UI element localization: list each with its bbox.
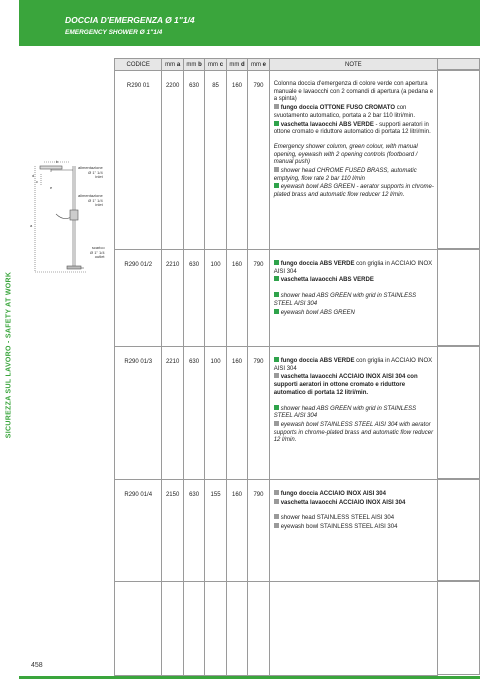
extra-cell	[438, 479, 480, 581]
header-d-key: d	[241, 61, 245, 68]
row-c: 85	[205, 71, 226, 250]
note-it-line1-bold: fungo doccia ABS VERDE	[280, 261, 355, 267]
row-c: 155	[205, 480, 226, 582]
row-note	[269, 250, 437, 347]
note-it-line2-bold: vaschetta lavaocchi ACCIAIO INOX AISI 304	[280, 499, 406, 506]
note-it-line2-bold: vaschetta lavaocchi ABS VERDE	[280, 277, 374, 284]
grey-marker-icon	[274, 167, 279, 172]
side-label: SICUREZZA SUL LAVORO - SAFETY AT WORK	[5, 271, 13, 439]
note-en-line1: shower head ABS GREEN with grid in STAINLESS STEEL AISI 304	[273, 293, 417, 307]
header-b	[183, 59, 204, 71]
note-en-intro: Emergency shower column, green colour, with manual opening, eyewash with 2 opening controls (footboard / manual push)	[273, 143, 418, 166]
header-note: NOTE	[269, 59, 437, 71]
page-number: 458	[31, 662, 43, 669]
extra-column	[438, 58, 480, 679]
row-c: 100	[205, 347, 226, 480]
note-english	[274, 144, 434, 200]
green-marker-icon	[274, 121, 279, 126]
row-b: 630	[183, 71, 204, 250]
shower-diagram	[30, 160, 114, 280]
green-marker-icon	[274, 357, 279, 362]
inlet-bottom-size: Ø 1" 1/4	[88, 197, 103, 203]
note-it-line1-bold: fungo doccia ABS VERDE	[280, 358, 355, 364]
note-it-line1-bold: fungo doccia OTTONE FUSO CROMATO	[280, 105, 396, 112]
filler-cell	[162, 582, 183, 676]
inlet-top-size: Ø 1" 1/4	[88, 169, 103, 175]
extra-cell	[438, 346, 480, 479]
row-a: 2210	[162, 347, 183, 480]
grey-marker-icon	[274, 104, 279, 109]
table-filler-row	[115, 582, 438, 676]
header-b-prefix: mm	[186, 61, 197, 68]
header-a-key: a	[176, 61, 181, 68]
row-d: 160	[226, 480, 247, 582]
outlet-size: Ø 1" 1/4	[90, 249, 105, 255]
green-marker-icon	[274, 292, 279, 297]
row-a: 2200	[162, 71, 183, 250]
row-code: R290 01	[115, 71, 162, 250]
spec-table	[114, 58, 438, 676]
note-it-intro: Colonna doccia d'emergenza di colore verde con apertura manuale e lavaocchi con 2 comandi di apertura (a pedana e a spinta)	[273, 81, 434, 103]
dim-b-label: b	[56, 159, 59, 164]
grey-marker-icon	[274, 499, 279, 504]
header-e-prefix: mm	[250, 61, 261, 68]
dim-a-label: a	[30, 223, 33, 228]
dim-c-label: c	[36, 179, 38, 184]
filler-cell	[205, 582, 226, 676]
inlet-top-en: inlet	[95, 174, 103, 179]
note-it-line1-bold: fungo doccia ACCIAIO INOX AISI 304	[280, 491, 386, 497]
outlet-en: outlet	[94, 254, 105, 259]
row-e: 790	[248, 480, 269, 582]
page-subtitle: EMERGENCY SHOWER Ø 1"1/4	[65, 29, 163, 36]
table-row	[115, 480, 438, 582]
header-d-prefix: mm	[229, 61, 240, 68]
note-en-line1: shower head ABS GREEN with grid in STAINLESS STEEL AISI 304	[273, 405, 417, 420]
note-english	[274, 292, 434, 317]
note-it-line1-rest: con griglia in ACCIAIO INOX AISI 304	[273, 358, 433, 372]
extra-cell	[438, 581, 480, 675]
grey-marker-icon	[274, 523, 279, 528]
filler-cell	[226, 582, 247, 676]
note-italian	[274, 490, 434, 507]
green-marker-icon	[274, 276, 279, 281]
note-italian	[274, 357, 434, 398]
note-english	[274, 514, 434, 531]
note-it-line2-bold: vaschetta lavaocchi ABS VERDE	[280, 121, 374, 128]
extra-header	[438, 58, 480, 70]
header-e	[248, 59, 269, 71]
header-a-prefix: mm	[165, 61, 176, 68]
row-a: 2210	[162, 250, 183, 347]
inlet-top-label	[78, 166, 103, 180]
row-note	[269, 480, 437, 582]
grey-marker-icon	[274, 490, 279, 495]
note-it-line2-rest: - supporti aeratori in ottone cromato e riduttore automatico di portata 12 litri/min.	[273, 121, 431, 136]
header-d	[226, 59, 247, 71]
row-d: 160	[226, 347, 247, 480]
row-note	[269, 347, 437, 480]
table-header-row	[115, 59, 438, 71]
note-it-line1-rest: con svuotamento automatico, portata a 2 bar 110 litri/min.	[273, 105, 415, 119]
green-marker-icon	[274, 309, 279, 314]
filler-cell	[248, 582, 269, 676]
row-note	[269, 71, 437, 250]
note-en-line2: eyewash bowl ABS GREEN - aerator supports in chrome-plated brass and automatic flow reducer 12 l/min.	[273, 184, 434, 199]
row-e: 790	[248, 71, 269, 250]
note-italian	[274, 260, 434, 285]
extra-cell	[438, 249, 480, 346]
extra-cell	[438, 70, 480, 249]
row-b: 630	[183, 250, 204, 347]
note-en-line2: eyewash bowl ABS GREEN	[280, 309, 355, 316]
grey-marker-icon	[274, 373, 279, 378]
outlet-it: scarico	[91, 245, 105, 250]
header-bar	[19, 0, 480, 46]
dim-e-label: e	[50, 185, 53, 190]
left-column	[19, 46, 114, 679]
note-en-line2: eyewash bowl STAINLESS STEEL AISI 304	[280, 524, 398, 531]
green-marker-icon	[274, 405, 279, 410]
outlet-label	[90, 246, 105, 260]
note-english	[274, 405, 434, 446]
filler-cell	[269, 582, 437, 676]
note-italian	[274, 81, 434, 137]
inlet-bottom-en: inlet	[95, 202, 103, 207]
header-c-prefix: mm	[208, 61, 219, 68]
note-it-line1-rest: con griglia in ACCIAIO INOX AISI 304	[273, 261, 433, 275]
row-b: 630	[183, 347, 204, 480]
grey-marker-icon	[274, 514, 279, 519]
header-e-key: e	[262, 61, 266, 68]
green-marker-icon	[274, 260, 279, 265]
row-e: 790	[248, 250, 269, 347]
filler-cell	[183, 582, 204, 676]
note-en-line2: eyewash bowl STAINLESS STEEL AISI 304 with aerator supports in chrome-plated brass and automatic flow reducer 12 l/min.	[273, 421, 434, 444]
note-en-line1: shower head STAINLESS STEEL AISI 304	[280, 515, 395, 522]
inlet-bottom-label	[78, 194, 103, 208]
header-c-key: c	[219, 61, 224, 68]
header-code: CODICE	[115, 59, 162, 71]
row-a: 2150	[162, 480, 183, 582]
note-en-line1: shower head CHROME FUSED BRASS, automatic emptying, flow rate 2 bar 110 l/min	[273, 168, 417, 182]
header-c	[205, 59, 226, 71]
row-c: 100	[205, 250, 226, 347]
filler-cell	[115, 582, 162, 676]
inlet-bottom-it: alimentazione	[78, 193, 103, 198]
inlet-top-it: alimentazione	[78, 165, 103, 170]
green-marker-icon	[274, 183, 279, 188]
row-b: 630	[183, 480, 204, 582]
header-b-key: b	[198, 61, 202, 68]
grey-marker-icon	[274, 421, 279, 426]
dim-d-label: d	[32, 173, 35, 178]
row-code: R290 01/2	[115, 250, 162, 347]
row-code: R290 01/4	[115, 480, 162, 582]
row-d: 160	[226, 250, 247, 347]
table-row	[115, 347, 438, 480]
page-title: DOCCIA D'EMERGENZA Ø 1"1/4	[65, 15, 195, 25]
note-it-line2-bold: vaschetta lavaocchi ACCIAIO INOX AISI 304 con supporti aeratori in ottone cromato e riduttore automatico di portata 12 litri/min.	[273, 374, 418, 396]
row-e: 790	[248, 347, 269, 480]
table-row	[115, 71, 438, 250]
sidebar	[0, 0, 19, 679]
row-code: R290 01/3	[115, 347, 162, 480]
row-d: 160	[226, 71, 247, 250]
table-row	[115, 250, 438, 347]
header-a	[162, 59, 183, 71]
